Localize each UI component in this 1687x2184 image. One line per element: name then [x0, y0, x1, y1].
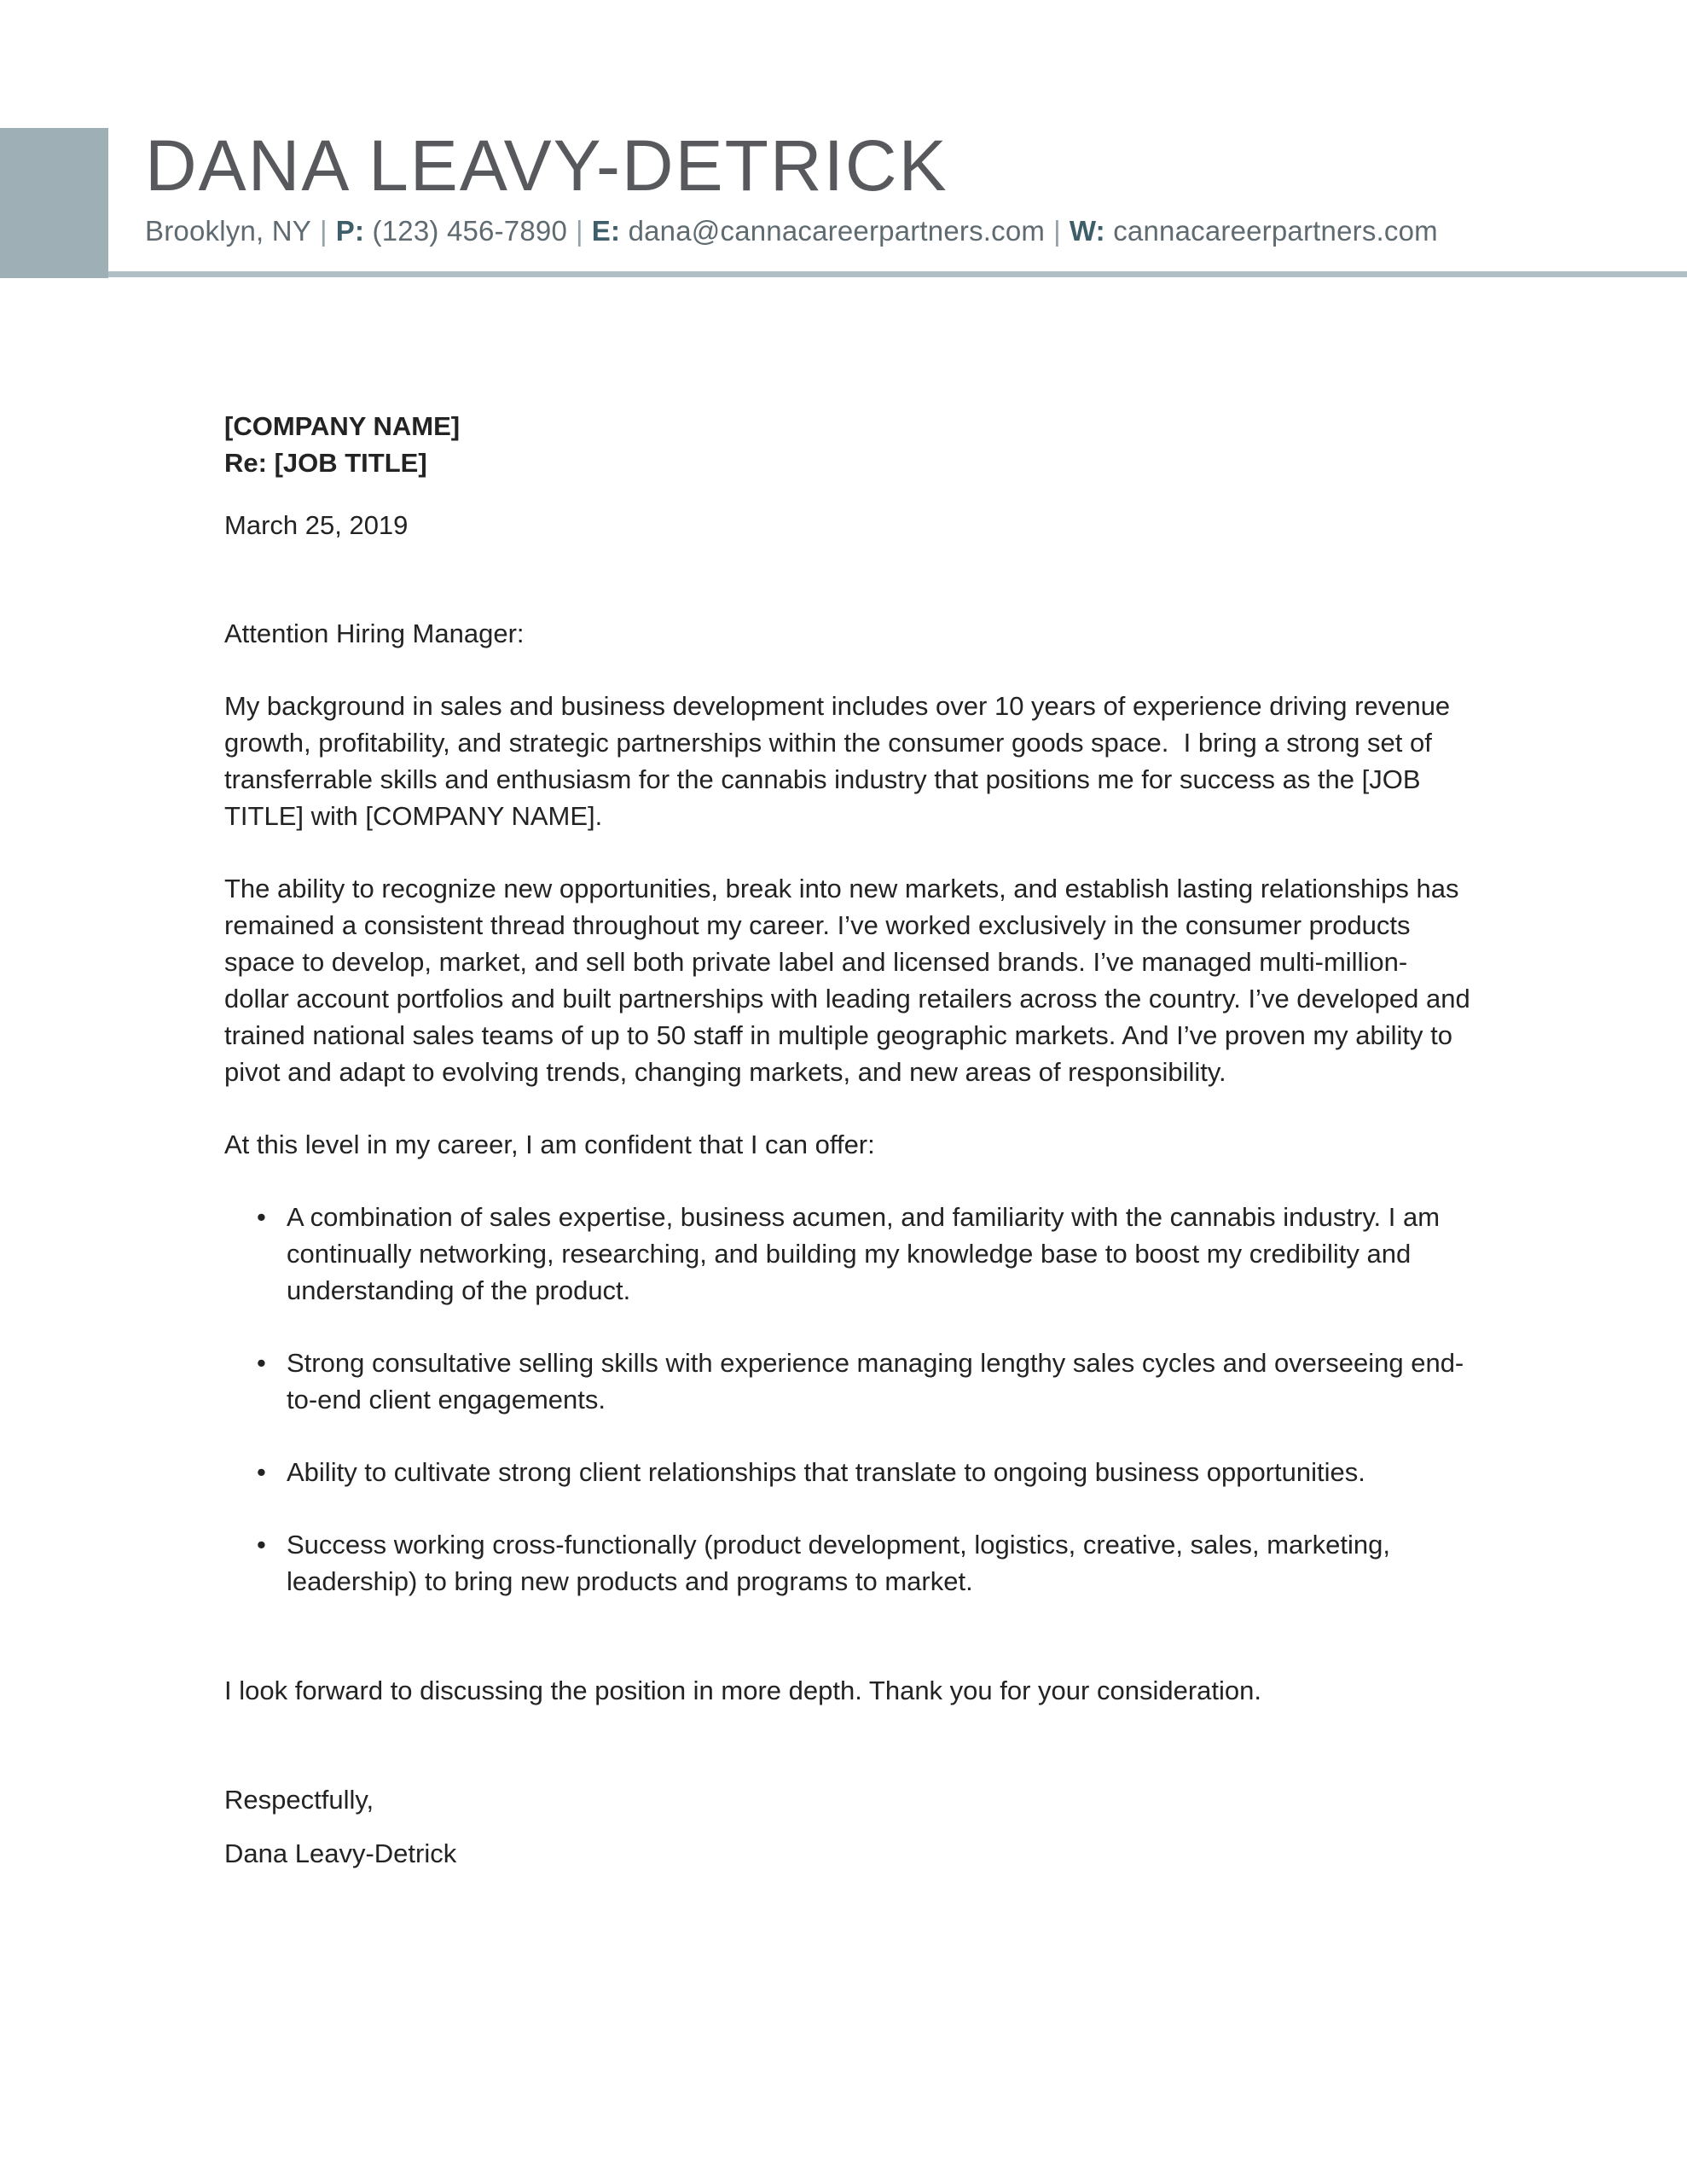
contact-location: Brooklyn, NY	[145, 215, 311, 247]
signature-name: Dana Leavy-Detrick	[224, 1838, 457, 1868]
phone-number: (123) 456-7890	[372, 215, 568, 247]
closing-paragraph: I look forward to discussing the position in more depth. Thank you for your consideration.	[224, 1676, 1261, 1705]
bullet-text: Success working cross-functionally (product development, logistics, creative, sales, marketing, leadership) to bring new products and programs to market.	[287, 1530, 1390, 1596]
paragraph-3: At this level in my career, I am confident that I can offer:	[224, 1130, 875, 1159]
letter-date: March 25, 2019	[224, 510, 409, 540]
recipient-job-title: Re: [JOB TITLE]	[224, 448, 427, 478]
phone-label: P:	[335, 215, 365, 247]
bullet-icon: •	[257, 1530, 266, 1560]
website-url: cannacareerpartners.com	[1113, 215, 1438, 247]
list-item	[224, 1199, 1471, 1309]
email-label: E:	[591, 215, 621, 247]
website-label: W:	[1069, 215, 1105, 247]
list-item	[224, 1454, 1471, 1490]
list-item	[224, 1526, 1471, 1600]
offer-list	[224, 1199, 1471, 1600]
letterhead	[0, 125, 1687, 277]
letter-body	[224, 408, 1478, 1872]
letterhead-content	[145, 125, 1687, 247]
bullet-icon: •	[257, 1202, 266, 1232]
contact-separator: |	[576, 215, 583, 247]
bullet-text: Ability to cultivate strong client relationships that translate to ongoing business opportunities.	[287, 1457, 1365, 1487]
bullet-text: A combination of sales expertise, business acumen, and familiarity with the cannabis industry. I am continually networking, researching, and building my knowledge base to boost my credibility and understanding of the product.	[287, 1202, 1441, 1305]
valediction: Respectfully,	[224, 1785, 374, 1815]
contact-separator: |	[319, 215, 328, 247]
bullet-icon: •	[257, 1457, 266, 1487]
email-address: dana@cannacareerpartners.com	[628, 215, 1046, 247]
recipient-company: [COMPANY NAME]	[224, 411, 461, 441]
bullet-icon: •	[257, 1348, 266, 1378]
paragraph-1: My background in sales and business development includes over 10 years of experience driving revenue growth, profitability, and strategic partnerships within the consumer goods space. I bring a strong set of transferrable skills and enthusiasm for the cannabis industry that positions me for success as the [JOB TITLE] with [COMPANY NAME].	[224, 691, 1458, 831]
paragraph-2: The ability to recognize new opportunities, break into new markets, and establish lasting relationships has remained a consistent thread throughout my career. I’ve worked exclusively in the consumer products space to develop, market, and sell both private label and licensed brands. I’ve managed multi-million-dollar account portfolios and built partnerships with leading retailers across the country. I’ve developed and trained national sales teams of up to 50 staff in multiple geographic markets. And I’ve proven my ability to pivot and adapt to evolving trends, changing markets, and new areas of responsibility.	[224, 874, 1478, 1087]
accent-block	[0, 128, 108, 278]
contact-line	[145, 215, 1687, 247]
person-name: DANA LEAVY-DETRICK	[145, 125, 948, 206]
bullet-text: Strong consultative selling skills with experience managing lengthy sales cycles and overseeing end-to-end client engagements.	[287, 1348, 1464, 1414]
salutation: Attention Hiring Manager:	[224, 619, 525, 648]
contact-separator: |	[1053, 215, 1061, 247]
list-item	[224, 1345, 1471, 1418]
